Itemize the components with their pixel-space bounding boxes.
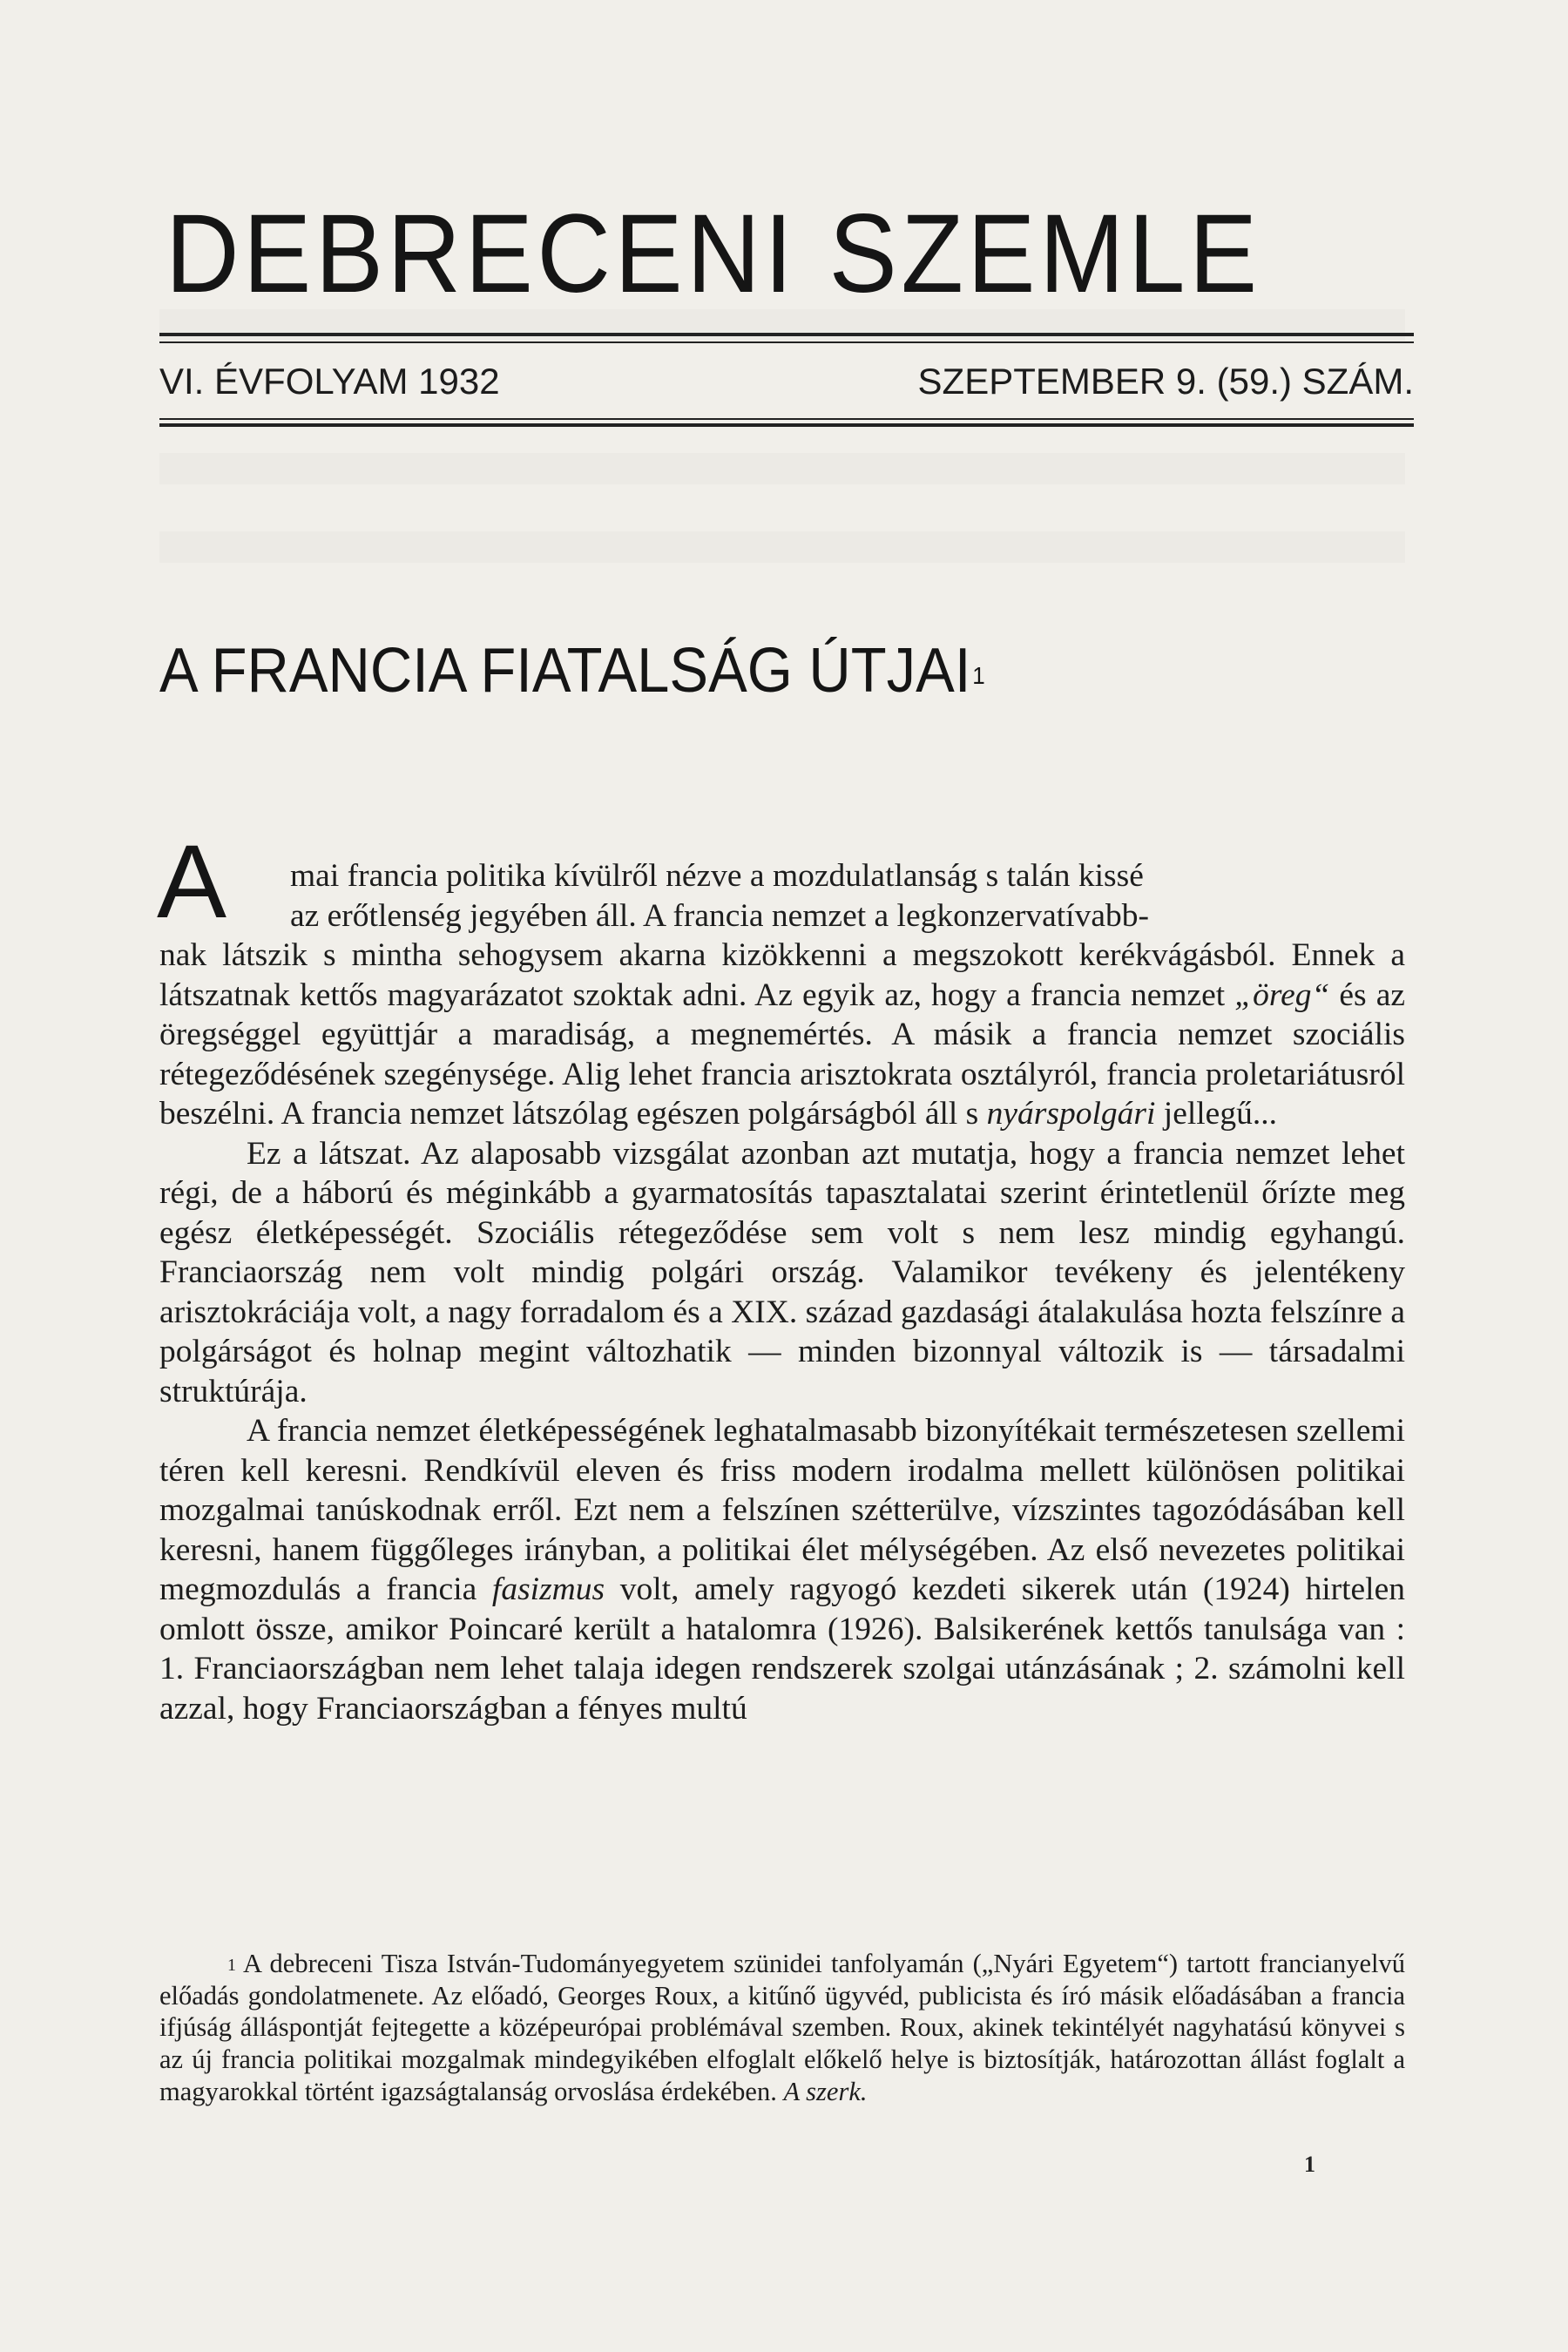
issue-rule-bottom [159, 423, 1414, 427]
masthead-rule-top-thin [159, 341, 1414, 343]
paragraph-text: és az öregséggel együttjár a maradiság, a megnemértés. A másik a francia nemzet szociális rétegeződésének szegénysége. Alig lehet francia arisztokrata osztályról, francia proletariátusról beszélni. A francia nemzet látszólag egészen polgárságból áll s [159, 977, 1405, 1132]
page-number: 1 [1304, 2152, 1315, 2177]
emphasis: nyárspolgári [986, 1096, 1156, 1132]
show-through-shadow [159, 531, 1405, 563]
emphasis: „öreg“ [1234, 977, 1330, 1013]
emphasis: fasizmus [491, 1571, 605, 1607]
article-title-text: A FRANCIA FIATALSÁG ÚTJAI [159, 636, 971, 706]
first-line: mai francia politika kívülről nézve a mozdulatlanság s talán kissé [290, 858, 1144, 894]
footnote-body: A debreceni Tisza István-Tudományegyetem szünidei tanfolyamán („Nyári Egyetem“) tartott francianyelvű előadás gondolatmenete. Az előadó, Georges Roux, a kitűnő ügyvéd, publicista és író másik előadásában a francia ifjúság álláspontját fejtegette a középeurópai problémával szemben. Roux, akinek tekintélyét nagyhatású könyvei s az új francia politikai mozgalmak mindegyikében elfoglalt előkelő helye is biztosítják, határozottan állást foglalt a magyarokkal történt igazságtalanság orvoslása érdekében. [159, 1949, 1405, 2106]
article-body [159, 856, 1405, 1728]
issue-date: SZEPTEMBER 9. (59.) SZÁM. [917, 361, 1414, 402]
footnote-text [159, 1948, 1405, 2108]
paragraph-text: jellegű... [1155, 1096, 1277, 1132]
masthead-rule-top [159, 333, 1414, 336]
footnote-marker: 1 [227, 1956, 236, 1975]
article-title [159, 634, 985, 707]
volume-year: VI. ÉVFOLYAM 1932 [159, 361, 500, 402]
footnote-reference: 1 [972, 662, 985, 689]
journal-title: DEBRECENI SZEMLE [166, 192, 1261, 316]
paragraph [159, 856, 1405, 1134]
drop-cap: A [157, 823, 227, 940]
second-line: az erőtlenség jegyében áll. A francia nemzet a legkonzervatívabb- [290, 897, 1149, 934]
paragraph [159, 1411, 1405, 1728]
paragraph-text: nak látszik s mintha sehogysem akarna kizökkenni a megszokott kerékvágásból. Ennek a látszatnak kettős magyarázatot szoktak adni. Az egyik az, hogy a francia nemzet [159, 937, 1405, 1013]
paragraph-text: volt, amely ragyogó kezdeti sikerek után (1924) hirtelen omlott össze, amikor Poincaré került a hatalomra (1926). Balsikerének kettős tanulsága van : 1. Franciaországban nem lehet talaja idegen rendszerek szolgai utánzásának ; 2. számolni kell azzal, hogy Franciaországban a fényes multú [159, 1571, 1405, 1727]
editor-signature: A szerk. [783, 2076, 868, 2106]
paragraph-text: A francia nemzet életképességének leghatalmasabb bizonyítékait természetesen szellemi téren kell keresni. Rendkívül eleven és friss modern irodalma mellett különösen politikai mozgalmai tanúskodnak erről. Ezt nem a felszínen szétterülve, vízszintes tagozódásában kell keresni, hanem függőleges irányban, a politikai élet mélységében. Az első nevezetes politikai megmozdulás a francia [159, 1413, 1405, 1607]
show-through-shadow [159, 453, 1405, 484]
issue-rule-thin [159, 418, 1414, 420]
footnote [159, 1948, 1405, 2108]
paragraph: Ez a látszat. Az alaposabb vizsgálat azonban azt mutatja, hogy a francia nemzet lehet régi, de a háború és méginkább a gyarmatosítás tapasztalatai szerint érintetlenül őrízte meg egész életképességét. Szociális rétegeződése sem volt s nem lesz mindig egyhangú. Franciaország nem volt mindig polgári ország. Valamikor tevékeny és jelentékeny arisztokráciája volt, a nagy forradalom és a XIX. század gazdasági átalakulása hozta felszínre a polgárságot és holnap megint változhatik — minden bizonnyal változik is — társadalmi struktúrája. [159, 1135, 1405, 1409]
